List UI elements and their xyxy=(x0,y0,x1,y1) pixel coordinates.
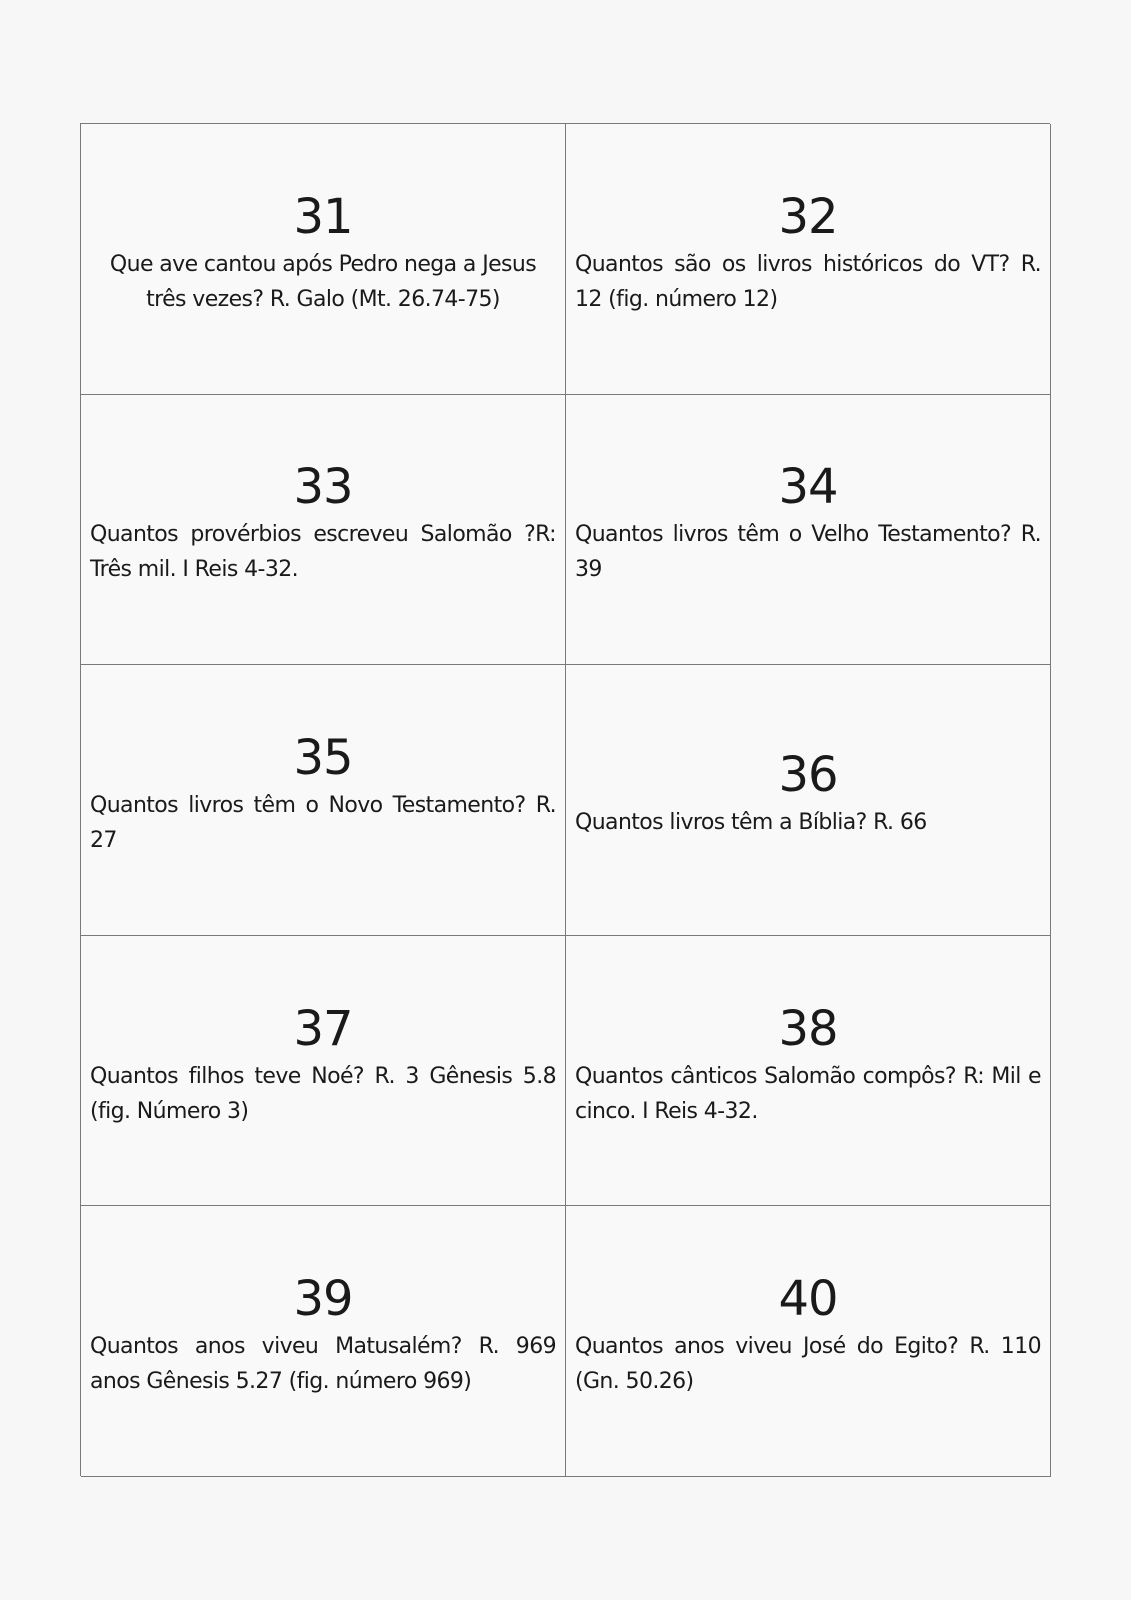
card-36 xyxy=(566,665,1051,936)
card-question: Quantos anos viveu Matusalém? R. 969 anos Gênesis 5.27 (fig. número 969) xyxy=(90,1334,556,1395)
card-33 xyxy=(81,395,566,666)
card-grid xyxy=(80,123,1050,1476)
card-number: 38 xyxy=(778,1000,838,1057)
card-number: 35 xyxy=(293,729,353,786)
card-question: Quantos livros têm o Novo Testamento? R. 27 xyxy=(90,792,556,853)
card-number: 31 xyxy=(293,188,353,245)
card-31 xyxy=(81,124,566,395)
card-39 xyxy=(81,1206,566,1477)
card-34 xyxy=(566,395,1051,666)
card-question: Quantos cânticos Salomão compôs? R: Mil e cinco. I Reis 4-32. xyxy=(575,1063,1041,1124)
card-32 xyxy=(566,124,1051,395)
card-number: 34 xyxy=(778,459,838,516)
card-question: Quantos filhos teve Noé? R. 3 Gênesis 5.8 (fig. Número 3) xyxy=(90,1063,556,1124)
card-question: Quantos livros têm o Velho Testamento? R. 39 xyxy=(575,522,1041,583)
card-number: 36 xyxy=(778,747,838,804)
card-37 xyxy=(81,936,566,1207)
card-question: Que ave cantou após Pedro nega a Jesus três vezes? R. Galo (Mt. 26.74-75) xyxy=(109,251,537,312)
card-question: Quantos provérbios escreveu Salomão ?R: Três mil. I Reis 4-32. xyxy=(90,522,556,583)
card-number: 40 xyxy=(778,1271,838,1328)
card-question: Quantos são os livros históricos do VT? R. 12 (fig. número 12) xyxy=(575,251,1041,312)
card-number: 32 xyxy=(778,188,838,245)
card-question: Quantos anos viveu José do Egito? R. 110 (Gn. 50.26) xyxy=(575,1334,1041,1395)
card-38 xyxy=(566,936,1051,1207)
card-number: 39 xyxy=(293,1271,353,1328)
card-number: 33 xyxy=(293,459,353,516)
card-number: 37 xyxy=(293,1000,353,1057)
card-40 xyxy=(566,1206,1051,1477)
card-35 xyxy=(81,665,566,936)
card-question: Quantos livros têm a Bíblia? R. 66 xyxy=(575,810,927,836)
